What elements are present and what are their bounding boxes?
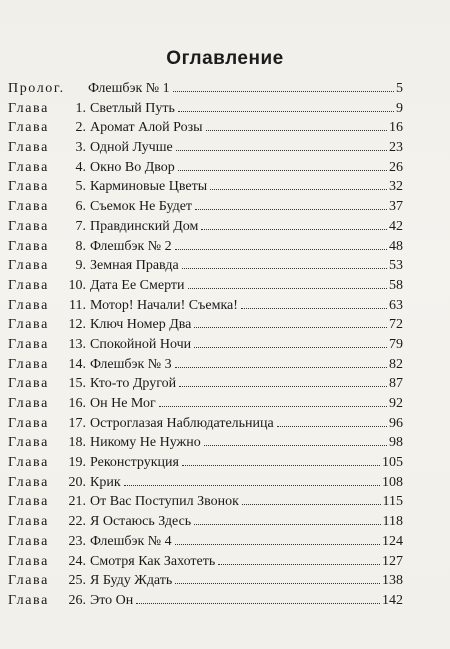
chapter-number: 20. [68, 474, 86, 490]
toc-row [8, 118, 403, 138]
prologue-label: Пролог. [8, 81, 65, 96]
dot-leader [178, 170, 387, 171]
chapter-label: Глава [8, 356, 49, 372]
toc-row [8, 276, 403, 296]
toc-row [8, 473, 403, 493]
toc-row [8, 552, 403, 572]
toc-row [8, 394, 403, 414]
dot-leader [206, 130, 387, 131]
chapter-title: Реконструкция [90, 455, 179, 471]
dot-leader [178, 111, 394, 112]
chapter-page-number: 142 [382, 592, 403, 608]
toc-row [8, 99, 403, 119]
toc-row [8, 433, 403, 453]
chapter-number: 23. [68, 533, 86, 549]
chapter-page-number: 98 [389, 435, 403, 451]
chapter-number: 22. [68, 514, 86, 530]
chapter-page-number: 37 [389, 199, 403, 215]
chapter-label: Глава [8, 218, 49, 234]
chapter-label: Глава [8, 140, 49, 156]
chapter-page-number: 87 [389, 376, 403, 392]
chapter-title: Флешбэк № 2 [90, 238, 172, 254]
dot-leader [204, 445, 387, 446]
chapter-title: Светлый Путь [90, 100, 175, 116]
chapter-label: Глава [8, 277, 49, 293]
chapter-title: Остроглазая Наблюдательница [90, 415, 274, 431]
chapter-number: 13. [68, 336, 86, 352]
toc-row [8, 237, 403, 257]
chapter-title: Это Он [90, 592, 134, 608]
dot-leader [201, 229, 387, 230]
chapter-label: Глава [8, 317, 49, 333]
dot-leader [176, 150, 387, 151]
toc-row [8, 335, 403, 355]
dot-leader [182, 465, 380, 466]
page-title: Оглавление [166, 48, 284, 69]
chapter-label: Глава [8, 494, 49, 510]
dot-leader [195, 209, 387, 210]
chapter-title: Земная Правда [90, 258, 179, 274]
chapter-number: 9. [75, 258, 86, 274]
chapter-label: Глава [8, 297, 49, 313]
chapter-label: Глава [8, 179, 49, 195]
dot-leader [194, 347, 387, 348]
chapter-title: Правдинский Дом [90, 218, 199, 234]
chapter-number: 11. [69, 297, 86, 313]
chapter-number: 3. [75, 140, 86, 156]
chapter-title: Аромат Алой Розы [90, 120, 203, 136]
chapter-title: Я Буду Ждать [90, 573, 173, 589]
chapter-number: 21. [68, 494, 86, 510]
chapter-label: Глава [8, 415, 49, 431]
chapter-number: 2. [75, 120, 86, 136]
dot-leader [182, 268, 387, 269]
chapter-title: Крик [90, 474, 121, 490]
chapter-label: Глава [8, 533, 49, 549]
toc-row [8, 532, 403, 552]
dot-leader [175, 367, 387, 368]
toc-row-prologue [8, 79, 403, 99]
chapter-page-number: 127 [382, 553, 403, 569]
chapter-label: Глава [8, 396, 49, 411]
chapter-title: Мотор! Начали! Съемка! [90, 297, 238, 313]
chapter-label: Глава [8, 258, 49, 274]
chapter-number: 5. [75, 179, 86, 195]
toc-row [8, 453, 403, 473]
chapter-number: 1. [75, 100, 86, 116]
chapter-title: Смотря Как Захотеть [90, 553, 216, 569]
chapter-number: 12. [68, 317, 86, 333]
dot-leader [179, 386, 387, 387]
chapter-page-number: 16 [389, 120, 403, 136]
dot-leader [159, 406, 387, 407]
chapter-page-number: 58 [389, 277, 403, 293]
chapter-page-number: 63 [389, 297, 403, 313]
chapter-number: 8. [75, 238, 86, 254]
chapter-page-number: 124 [382, 533, 403, 549]
chapter-title: Дата Ее Смерти [90, 277, 185, 293]
toc-row [8, 414, 403, 434]
chapter-label: Глава [8, 455, 49, 471]
chapter-page-number: 105 [382, 455, 403, 471]
chapter-page-number: 53 [389, 258, 403, 274]
toc-row [8, 374, 403, 394]
chapter-label: Глава [8, 514, 49, 530]
chapter-title: Карминовые Цветы [90, 179, 208, 195]
chapter-label: Глава [8, 553, 49, 569]
toc-row [8, 315, 403, 335]
dot-leader [194, 524, 380, 525]
dot-leader [124, 485, 380, 486]
toc-row [8, 492, 403, 512]
chapter-page-number: 23 [389, 140, 403, 156]
chapter-page-number: 82 [389, 356, 403, 372]
chapter-label: Глава [8, 120, 49, 136]
dot-leader [194, 327, 387, 328]
toc-row [8, 355, 403, 375]
chapter-page-number: 115 [382, 494, 403, 510]
chapter-title: Флешбэк № 4 [90, 533, 172, 549]
chapter-page-number: 72 [389, 317, 403, 333]
chapter-label: Глава [8, 474, 49, 490]
chapter-number: 6. [75, 199, 86, 215]
chapter-label: Глава [8, 100, 49, 116]
chapter-number: 25. [68, 573, 86, 589]
toc-row [8, 571, 403, 591]
chapter-number: 7. [75, 218, 86, 234]
chapter-label: Глава [8, 336, 49, 352]
chapter-number: 14. [68, 356, 86, 372]
chapter-page-number: 48 [389, 238, 403, 254]
chapter-title: Ключ Номер Два [90, 317, 192, 333]
chapter-title: От Вас Поступил Звонок [90, 494, 239, 510]
chapter-number: 16. [68, 396, 86, 411]
chapter-label: Глава [8, 159, 49, 175]
chapter-page-number: 79 [389, 336, 403, 352]
toc-row [8, 197, 403, 217]
chapter-title: Флешбэк № 3 [90, 356, 172, 372]
chapter-title: Никому Не Нужно [90, 435, 201, 451]
dot-leader [136, 603, 380, 604]
toc-row [8, 177, 403, 197]
chapter-page-number: 108 [382, 474, 403, 490]
chapter-number: 17. [68, 415, 86, 431]
chapter-label: Глава [8, 238, 49, 254]
chapter-title: Кто-то Другой [90, 376, 177, 392]
chapter-page-number: 26 [389, 159, 403, 175]
dot-leader [218, 564, 380, 565]
toc-row [8, 138, 403, 158]
dot-leader [242, 504, 381, 505]
prologue-title: Флешбэк № 1 [88, 81, 170, 96]
dot-leader [175, 583, 380, 584]
chapter-page-number: 42 [389, 218, 403, 234]
chapter-title: Я Остаюсь Здесь [90, 514, 192, 530]
dot-leader [241, 308, 387, 309]
toc-row [8, 256, 403, 276]
chapter-title: Он Не Мог [90, 396, 156, 411]
chapter-label: Глава [8, 592, 49, 608]
chapter-title: Съемок Не Будет [90, 199, 193, 215]
dot-leader [175, 249, 387, 250]
dot-leader [277, 426, 387, 427]
chapter-title: Окно Во Двор [90, 159, 175, 175]
chapter-label: Глава [8, 573, 49, 589]
chapter-number: 4. [75, 159, 86, 175]
chapter-page-number: 9 [396, 100, 403, 116]
prologue-page-number: 5 [396, 81, 403, 96]
chapter-title: Спокойной Ночи [90, 336, 192, 352]
chapter-title: Одной Лучше [90, 140, 173, 156]
chapter-page-number: 92 [389, 396, 403, 411]
dot-leader [175, 544, 380, 545]
chapter-page-number: 118 [382, 514, 403, 530]
dot-leader [188, 288, 387, 289]
chapter-page-number: 32 [389, 179, 403, 195]
toc-row [8, 591, 403, 611]
chapter-page-number: 138 [382, 573, 403, 589]
chapter-number: 15. [68, 376, 86, 392]
dot-leader [173, 91, 394, 92]
dot-leader [210, 189, 387, 190]
chapter-number: 18. [68, 435, 86, 451]
chapter-number: 10. [68, 277, 86, 293]
chapter-label: Глава [8, 199, 49, 215]
toc-row [8, 217, 403, 237]
chapter-number: 26. [68, 592, 86, 608]
chapter-number: 24. [68, 553, 86, 569]
table-of-contents [8, 79, 403, 611]
chapter-number: 19. [68, 455, 86, 471]
chapter-label: Глава [8, 435, 49, 451]
toc-row [8, 512, 403, 532]
toc-row [8, 158, 403, 178]
chapter-page-number: 96 [389, 415, 403, 431]
chapter-label: Глава [8, 376, 49, 392]
toc-row [8, 296, 403, 316]
